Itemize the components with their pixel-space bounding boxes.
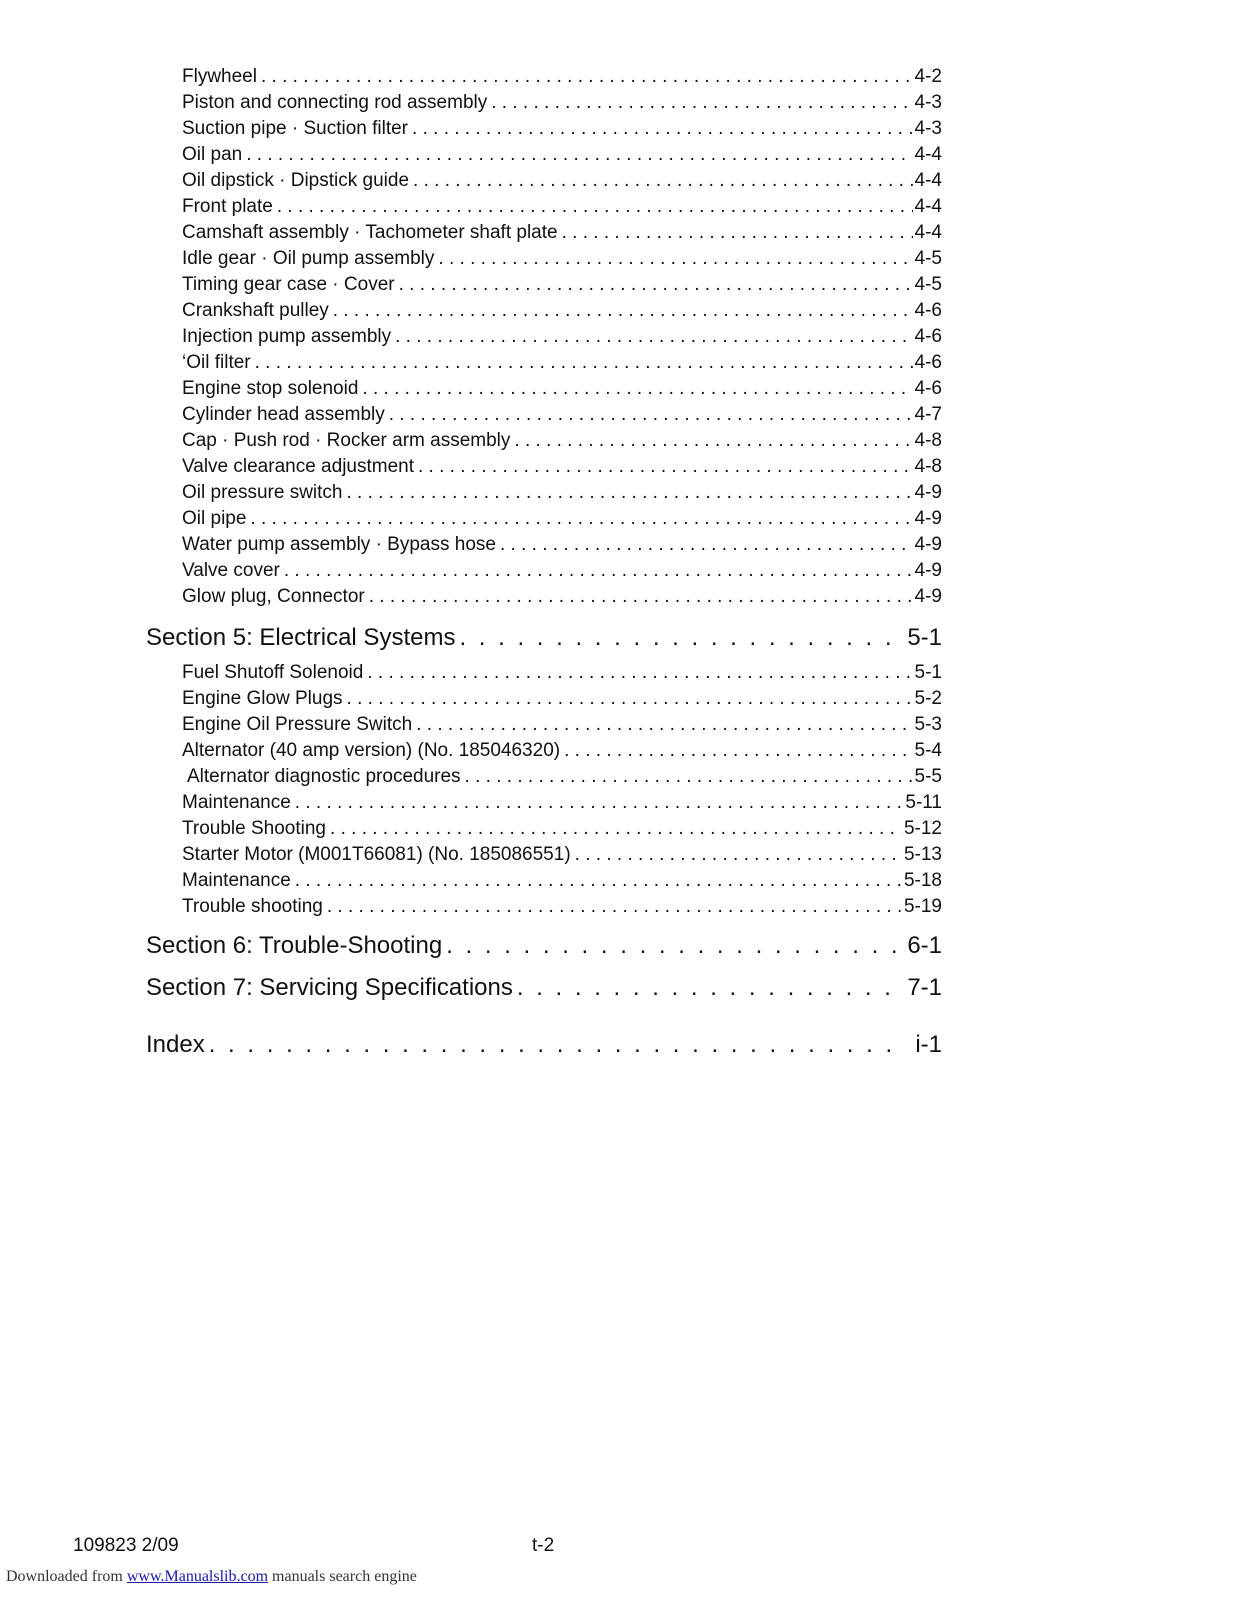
toc-entry-timing-gear-case[interactable]: [182, 274, 942, 296]
toc-entry-title: Flywheel: [182, 66, 257, 87]
toc-entry-starter-motor[interactable]: [182, 844, 942, 866]
toc-entry-page: 4-6: [914, 326, 942, 347]
dot-leader: [514, 430, 912, 452]
download-prefix: Downloaded from: [6, 1568, 123, 1585]
toc-section-page: i-1: [915, 1031, 942, 1058]
dot-leader: [575, 844, 902, 866]
toc-entry-flywheel[interactable]: [182, 66, 942, 88]
toc-entry-title: Suction pipe · Suction filter: [182, 118, 409, 139]
toc-entry-oil-pan[interactable]: [182, 144, 942, 166]
toc-entry-page: 4-6: [914, 378, 942, 399]
toc-entry-title: Idle gear · Oil pump assembly: [182, 248, 435, 269]
dot-leader: [284, 560, 913, 582]
toc-section-title: Section 5: Electrical Systems: [146, 624, 456, 651]
toc-entry-trouble-shooting-starter[interactable]: [182, 896, 942, 918]
toc-entry-title: Water pump assembly · Bypass hose: [182, 534, 496, 555]
dot-leader: [250, 508, 912, 530]
toc-entry-title: Engine Oil Pressure Switch: [182, 714, 413, 735]
toc-entry-page: 4-4: [914, 144, 942, 165]
toc-entry-page: 4-4: [914, 196, 942, 217]
dot-leader: [491, 92, 912, 114]
dot-leader: [438, 248, 912, 270]
toc-entry-title: Oil dipstick · Dipstick guide: [182, 170, 410, 191]
toc-entry-title: Alternator diagnostic procedures: [187, 766, 461, 787]
toc-entry-page: 5-2: [914, 688, 942, 709]
toc-entry-title: Front plate: [182, 196, 273, 217]
toc-entry-page: 4-8: [914, 430, 942, 451]
toc-entry-fuel-shutoff[interactable]: [182, 662, 942, 684]
toc-entry-glow-plug[interactable]: [182, 586, 942, 608]
toc-entry-title: Valve clearance adjustment: [182, 456, 414, 477]
toc-entry-page: 5-5: [914, 766, 942, 787]
toc-entry-title: Crankshaft pulley: [182, 300, 329, 321]
toc-entry-cylinder-head[interactable]: [182, 404, 942, 426]
dot-leader: [277, 196, 913, 218]
toc-entry-water-pump[interactable]: [182, 534, 942, 556]
toc-entry-page: 5-4: [914, 740, 942, 761]
toc-entry-title: Valve cover: [182, 560, 280, 581]
dot-leader: [209, 1031, 908, 1059]
dot-leader: [367, 662, 912, 684]
toc-entry-engine-oil-pressure-switch[interactable]: [182, 714, 942, 736]
dot-leader: [369, 586, 913, 608]
toc-entry-page: 4-6: [914, 352, 942, 373]
toc-entry-trouble-shooting-alternator[interactable]: [182, 818, 942, 840]
toc-entry-title: Oil pan: [182, 144, 243, 165]
toc-entry-title: Piston and connecting rod assembly: [182, 92, 488, 113]
toc-entry-page: 4-2: [914, 66, 942, 87]
toc-entry-page: 4-4: [914, 222, 942, 243]
toc-entry-oil-pipe[interactable]: [182, 508, 942, 530]
toc-entry-maintenance-starter[interactable]: [182, 870, 942, 892]
toc-entry-title: Cylinder head assembly: [182, 404, 385, 425]
toc-entry-page: 5-19: [903, 896, 942, 917]
toc-section-page: 7-1: [907, 974, 942, 1001]
toc-entry-idle-gear[interactable]: [182, 248, 942, 270]
dot-leader: [347, 482, 913, 504]
toc-entry-alternator[interactable]: [182, 740, 942, 762]
toc-entry-title: Timing gear case · Cover: [182, 274, 395, 295]
toc-entry-piston[interactable]: [182, 92, 942, 114]
toc-section-7[interactable]: [146, 974, 942, 1002]
toc-entry-engine-stop-solenoid[interactable]: [182, 378, 942, 400]
toc-section-page: 6-1: [907, 932, 942, 959]
toc-entry-title: Cap · Push rod · Rocker arm assembly: [182, 430, 511, 451]
dot-leader: [416, 714, 912, 736]
dot-leader: [330, 818, 902, 840]
toc-entry-page: 4-8: [914, 456, 942, 477]
toc-entry-page: 5-12: [903, 818, 942, 839]
toc-entry-title: Oil pipe: [182, 508, 247, 529]
toc-section-6[interactable]: [146, 932, 942, 960]
toc-entry-title: Maintenance: [182, 870, 291, 891]
dot-leader: [517, 974, 899, 1002]
dot-leader: [562, 222, 913, 244]
toc-entry-page: 4-5: [914, 274, 942, 295]
dot-leader: [261, 66, 913, 88]
toc-entry-title: Oil pressure switch: [182, 482, 343, 503]
page-number: t-2: [532, 1535, 555, 1556]
toc-entry-engine-glow-plugs[interactable]: [182, 688, 942, 710]
toc-entry-page: 4-3: [914, 92, 942, 113]
toc-entry-page: 4-9: [914, 560, 942, 581]
dot-leader: [389, 404, 913, 426]
toc-entry-title: Alternator (40 amp version) (No. 185046320): [182, 740, 561, 761]
toc-entry-page: 5-13: [903, 844, 942, 865]
toc-entry-crankshaft-pulley[interactable]: [182, 300, 942, 322]
toc-entry-title: ‘Oil filter: [182, 352, 251, 373]
toc-entry-page: 5-1: [914, 662, 942, 683]
toc-entry-front-plate[interactable]: [182, 196, 942, 218]
toc-entry-oil-dipstick[interactable]: [182, 170, 942, 192]
download-suffix: manuals search engine: [272, 1568, 417, 1585]
dot-leader: [295, 792, 904, 814]
toc-entry-page: 4-9: [914, 534, 942, 555]
toc-section-title: Section 6: Trouble-Shooting: [146, 932, 443, 959]
dot-leader: [327, 896, 902, 918]
toc-entry-page: 4-4: [914, 170, 942, 191]
toc-entry-oil-filter[interactable]: [182, 352, 942, 374]
toc-entry-page: 4-3: [914, 118, 942, 139]
toc-entry-page: 5-11: [905, 792, 942, 813]
toc-entry-alternator-diagnostics[interactable]: [187, 766, 942, 788]
toc-entry-title: Engine Glow Plugs: [182, 688, 343, 709]
toc-entry-title: Engine stop solenoid: [182, 378, 359, 399]
dot-leader: [399, 274, 913, 296]
toc-entry-oil-pressure-switch[interactable]: [182, 482, 942, 504]
toc-entry-camshaft[interactable]: [182, 222, 942, 244]
toc-section-title: Index: [146, 1031, 205, 1058]
dot-leader: [295, 870, 902, 892]
document-id: 109823 2/09: [73, 1535, 179, 1556]
toc-entry-valve-cover[interactable]: [182, 560, 942, 582]
toc-entry-title: Camshaft assembly · Tachometer shaft plate: [182, 222, 558, 243]
toc-section-title: Section 7: Servicing Specifications: [146, 974, 513, 1001]
toc-entry-cap-push-rod[interactable]: [182, 430, 942, 452]
dot-leader: [413, 170, 913, 192]
toc-entry-page: 5-18: [903, 870, 942, 891]
dot-leader: [564, 740, 912, 762]
dot-leader: [465, 766, 913, 788]
toc-entry-page: 4-9: [914, 586, 942, 607]
dot-leader: [362, 378, 912, 400]
dot-leader: [333, 300, 913, 322]
download-notice: [6, 1568, 417, 1586]
dot-leader: [347, 688, 913, 710]
dot-leader: [459, 624, 899, 652]
dot-leader: [246, 144, 912, 166]
toc-entry-page: 4-9: [914, 508, 942, 529]
dot-leader: [255, 352, 913, 374]
dot-leader: [446, 932, 899, 960]
toc-entry-suction-pipe[interactable]: [182, 118, 942, 140]
toc-entry-page: 4-7: [914, 404, 942, 425]
dot-leader: [412, 118, 913, 140]
dot-leader: [395, 326, 912, 348]
toc-entry-title: Trouble Shooting: [182, 818, 327, 839]
toc-section-page: 5-1: [907, 624, 942, 651]
toc-entry-title: Trouble shooting: [182, 896, 323, 917]
toc-entry-maintenance-alternator[interactable]: [182, 792, 942, 814]
toc-entry-title: Injection pump assembly: [182, 326, 392, 347]
toc-entry-page: 5-3: [914, 714, 942, 735]
toc-entry-title: Fuel Shutoff Solenoid: [182, 662, 364, 683]
toc-section-5[interactable]: [146, 624, 942, 652]
toc-entry-page: 4-5: [914, 248, 942, 269]
toc-entry-page: 4-9: [914, 482, 942, 503]
toc-entry-page: 4-6: [914, 300, 942, 321]
toc-entry-title: Starter Motor (M001T66081) (No. 185086551): [182, 844, 571, 865]
toc-entry-title: Glow plug, Connector: [182, 586, 365, 607]
dot-leader: [500, 534, 913, 556]
dot-leader: [418, 456, 913, 478]
toc-index[interactable]: [146, 1031, 942, 1059]
toc-entry-injection-pump[interactable]: [182, 326, 942, 348]
toc-entry-title: Maintenance: [182, 792, 291, 813]
manualslib-link[interactable]: www.Manualslib.com: [126, 1568, 269, 1585]
toc-entry-valve-clearance[interactable]: [182, 456, 942, 478]
